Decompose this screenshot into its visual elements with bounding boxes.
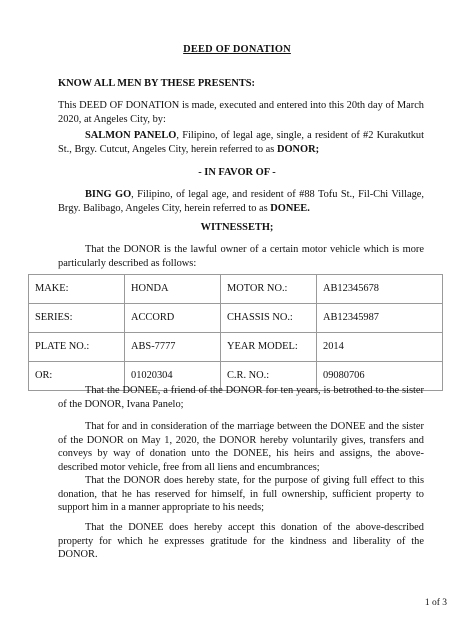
table-cell: HONDA bbox=[125, 275, 221, 304]
table-cell: PLATE NO.: bbox=[29, 333, 125, 362]
know-all-heading: KNOW ALL MEN BY THESE PRESENTS: bbox=[58, 78, 255, 89]
betrothal-paragraph: That the DONEE, a friend of the DONOR for ten years, is betrothed to the sister of the DONOR, Ivana Panelo; bbox=[58, 385, 424, 410]
donee-text: , Filipino, of legal age, and resident of #88 Tofu St., Fil-Chi Village, Brgy. Balibago, Angeles City, herein referred to as bbox=[58, 189, 424, 214]
vehicle-details-table bbox=[28, 274, 443, 391]
page-number: 1 of 3 bbox=[424, 598, 447, 608]
donor-name: SALMON PANELO bbox=[85, 130, 177, 141]
donation-paragraph: That for and in consideration of the marriage between the DONEE and the sister of the DONOR on May 1, 2020, the DONOR hereby voluntarily gives, transfers and conveys by way of donation unto the DONEE, his heirs and assigns, the above-described motor vehicle, free from all liens and encumbrances; bbox=[58, 421, 424, 473]
table-row bbox=[29, 275, 443, 304]
donee-label: DONEE. bbox=[270, 202, 310, 214]
donee-paragraph bbox=[58, 188, 424, 215]
table-cell: YEAR MODEL: bbox=[221, 333, 317, 362]
donor-text: , Filipino, of legal age, single, a resident of #2 Kurakutkut St., Brgy. Cutcut, Angeles City, herein referred to as bbox=[58, 130, 424, 155]
acceptance-paragraph: That the DONEE does hereby accept this donation of the above-described property for which he expresses gratitude for the kindness and liberality of the DONOR. bbox=[58, 522, 424, 561]
intro-paragraph: This DEED OF DONATION is made, executed and entered into this 20th day of March 2020, at Angeles City, by: bbox=[58, 100, 424, 125]
table-cell: 2014 bbox=[317, 333, 443, 362]
table-cell: CHASSIS NO.: bbox=[221, 304, 317, 333]
table-cell: AB12345678 bbox=[317, 275, 443, 304]
table-cell: AB12345987 bbox=[317, 304, 443, 333]
table-cell: MAKE: bbox=[29, 275, 125, 304]
table-cell: C.R. NO.: bbox=[221, 362, 317, 391]
table-cell: OR: bbox=[29, 362, 125, 391]
donor-paragraph bbox=[58, 129, 424, 156]
table-cell: MOTOR NO.: bbox=[221, 275, 317, 304]
table-cell: 01020304 bbox=[125, 362, 221, 391]
ownership-paragraph: That the DONOR is the lawful owner of a certain motor vehicle which is more particularly described as follows: bbox=[58, 244, 424, 269]
document-title: DEED OF DONATION bbox=[183, 44, 291, 55]
table-cell: SERIES: bbox=[29, 304, 125, 333]
table-row bbox=[29, 304, 443, 333]
table-row bbox=[29, 333, 443, 362]
witnesseth-heading: WITNESSETH; bbox=[200, 222, 274, 233]
table-cell: 09080706 bbox=[317, 362, 443, 391]
table-cell: ABS-7777 bbox=[125, 333, 221, 362]
reservation-paragraph: That the DONOR does hereby state, for the purpose of giving full effect to this donation, that he has reserved for himself, in full ownership, sufficient property to support him in a manner appropriate to his needs; bbox=[58, 475, 424, 514]
donor-label: DONOR; bbox=[276, 143, 320, 155]
donee-name: BING GO bbox=[85, 189, 132, 200]
in-favor-heading: - IN FAVOR OF - bbox=[198, 167, 276, 178]
table-cell: ACCORD bbox=[125, 304, 221, 333]
